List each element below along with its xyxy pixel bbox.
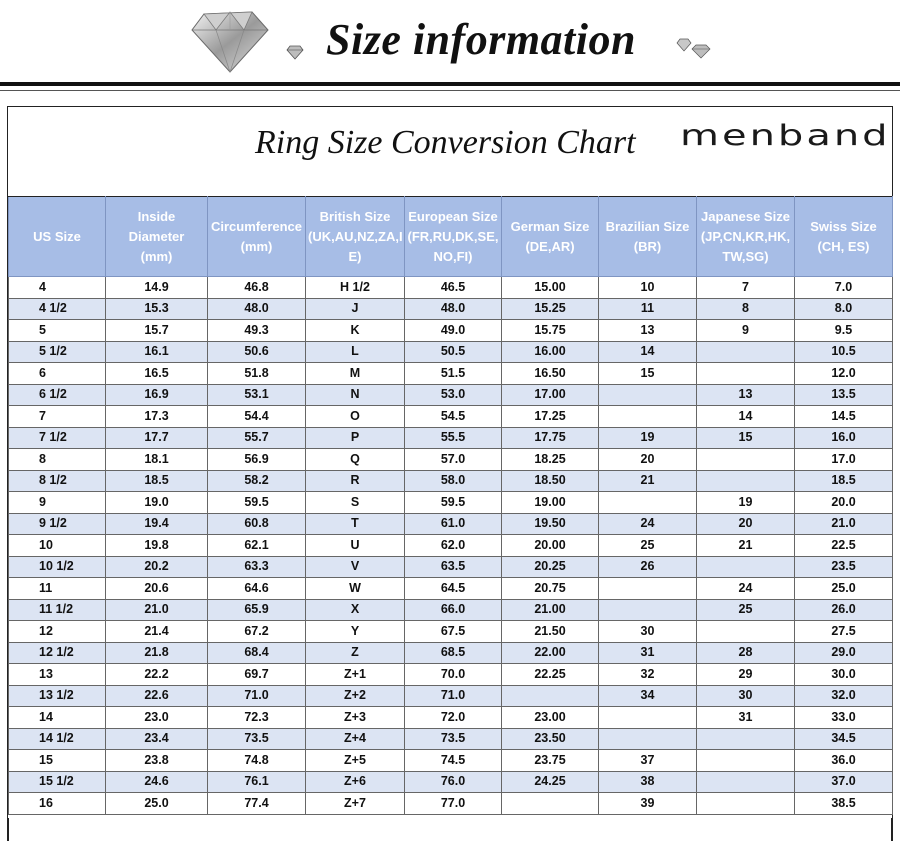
- table-cell: 15.25: [502, 298, 599, 320]
- table-cell: 23.50: [502, 728, 599, 750]
- table-cell: T: [306, 513, 405, 535]
- table-cell: 12: [9, 621, 106, 643]
- table-cell: 24.25: [502, 771, 599, 793]
- table-cell: 21.50: [502, 621, 599, 643]
- table-cell: 13: [599, 320, 697, 342]
- table-cell: [697, 793, 795, 815]
- table-cell: 51.8: [208, 363, 306, 385]
- table-cell: 8: [697, 298, 795, 320]
- table-cell: 24.6: [106, 771, 208, 793]
- table-cell: 5: [9, 320, 106, 342]
- table-cell: 54.4: [208, 406, 306, 428]
- table-cell: 9 1/2: [9, 513, 106, 535]
- table-cell: 51.5: [405, 363, 502, 385]
- table-cell: [697, 771, 795, 793]
- table-cell: 21.00: [502, 599, 599, 621]
- column-header: Brazilian Size (BR): [599, 197, 697, 277]
- column-header: Japanese Size (JP,CN,KR,HK, TW,SG): [697, 197, 795, 277]
- table-row: [9, 298, 893, 320]
- table-cell: 15.00: [502, 277, 599, 299]
- table-cell: 67.2: [208, 621, 306, 643]
- table-cell: 36.0: [795, 750, 893, 772]
- diamond-icon: [190, 8, 270, 74]
- table-cell: 16.50: [502, 363, 599, 385]
- table-cell: 9.5: [795, 320, 893, 342]
- diamond-small-icon: [286, 44, 304, 60]
- table-row: [9, 320, 893, 342]
- table-cell: 17.25: [502, 406, 599, 428]
- table-cell: 67.5: [405, 621, 502, 643]
- table-cell: 15: [697, 427, 795, 449]
- table-cell: U: [306, 535, 405, 557]
- banner: [0, 0, 900, 80]
- table-cell: 10 1/2: [9, 556, 106, 578]
- table-cell: 16.00: [502, 341, 599, 363]
- column-header: European Size (FR,RU,DK,SE, NO,FI): [405, 197, 502, 277]
- table-cell: 19.00: [502, 492, 599, 514]
- table-cell: 17.0: [795, 449, 893, 471]
- table-cell: 13: [697, 384, 795, 406]
- table-cell: 72.0: [405, 707, 502, 729]
- table-cell: [697, 363, 795, 385]
- table-row: [9, 642, 893, 664]
- table-cell: 18.1: [106, 449, 208, 471]
- table-cell: 16.0: [795, 427, 893, 449]
- table-cell: 48.0: [405, 298, 502, 320]
- table-cell: W: [306, 578, 405, 600]
- table-cell: Z+3: [306, 707, 405, 729]
- table-cell: V: [306, 556, 405, 578]
- table-cell: 31: [697, 707, 795, 729]
- table-cell: 62.1: [208, 535, 306, 557]
- table-cell: 7: [9, 406, 106, 428]
- table-cell: 65.9: [208, 599, 306, 621]
- table-cell: 18.25: [502, 449, 599, 471]
- table-cell: 23.75: [502, 750, 599, 772]
- table-cell: 21: [599, 470, 697, 492]
- table-cell: 8: [9, 449, 106, 471]
- table-cell: 11: [9, 578, 106, 600]
- table-cell: 22.00: [502, 642, 599, 664]
- column-header: US Size: [9, 197, 106, 277]
- table-cell: 24: [599, 513, 697, 535]
- table-cell: 15: [9, 750, 106, 772]
- table-cell: 15.75: [502, 320, 599, 342]
- table-cell: 17.3: [106, 406, 208, 428]
- table-cell: 10: [9, 535, 106, 557]
- table-cell: 4 1/2: [9, 298, 106, 320]
- table-cell: 8.0: [795, 298, 893, 320]
- table-cell: 6 1/2: [9, 384, 106, 406]
- table-cell: K: [306, 320, 405, 342]
- table-cell: 14: [599, 341, 697, 363]
- table-cell: 38.5: [795, 793, 893, 815]
- table-cell: 26.0: [795, 599, 893, 621]
- table-cell: 20.0: [795, 492, 893, 514]
- table-cell: Z+4: [306, 728, 405, 750]
- table-cell: 8 1/2: [9, 470, 106, 492]
- table-cell: [599, 599, 697, 621]
- table-cell: M: [306, 363, 405, 385]
- table-row: [9, 793, 893, 815]
- table-cell: P: [306, 427, 405, 449]
- table-cell: 37: [599, 750, 697, 772]
- table-cell: 58.2: [208, 470, 306, 492]
- table-cell: 18.50: [502, 470, 599, 492]
- table-cell: 70.0: [405, 664, 502, 686]
- table-cell: [502, 793, 599, 815]
- table-cell: 19: [697, 492, 795, 514]
- table-cell: 25: [599, 535, 697, 557]
- table-cell: J: [306, 298, 405, 320]
- table-cell: 19.50: [502, 513, 599, 535]
- table-row: [9, 664, 893, 686]
- table-cell: Z+6: [306, 771, 405, 793]
- table-cell: 21: [697, 535, 795, 557]
- table-cell: 28: [697, 642, 795, 664]
- table-cell: Z+2: [306, 685, 405, 707]
- table-cell: [697, 621, 795, 643]
- table-cell: 64.5: [405, 578, 502, 600]
- table-row: [9, 599, 893, 621]
- table-cell: 73.5: [405, 728, 502, 750]
- table-cell: [697, 728, 795, 750]
- table-cell: 9: [9, 492, 106, 514]
- table-cell: R: [306, 470, 405, 492]
- table-cell: 60.8: [208, 513, 306, 535]
- table-cell: 76.1: [208, 771, 306, 793]
- table-cell: 20.75: [502, 578, 599, 600]
- table-cell: 10: [599, 277, 697, 299]
- table-row: [9, 341, 893, 363]
- table-cell: 22.25: [502, 664, 599, 686]
- table-cell: 54.5: [405, 406, 502, 428]
- table-cell: 12 1/2: [9, 642, 106, 664]
- table-cell: 19.8: [106, 535, 208, 557]
- column-header: German Size (DE,AR): [502, 197, 599, 277]
- table-cell: 17.00: [502, 384, 599, 406]
- table-cell: 25.0: [106, 793, 208, 815]
- table-cell: 12.0: [795, 363, 893, 385]
- table-cell: 62.0: [405, 535, 502, 557]
- table-cell: 50.5: [405, 341, 502, 363]
- table-cell: 26: [599, 556, 697, 578]
- table-row: [9, 621, 893, 643]
- brand-logo: menband: [680, 120, 891, 153]
- table-cell: [697, 556, 795, 578]
- table-cell: 20: [697, 513, 795, 535]
- table-cell: 20.25: [502, 556, 599, 578]
- table-cell: 24: [697, 578, 795, 600]
- table-cell: 57.0: [405, 449, 502, 471]
- table-cell: 59.5: [208, 492, 306, 514]
- table-cell: 21.0: [106, 599, 208, 621]
- table-cell: 22.2: [106, 664, 208, 686]
- table-cell: 7.0: [795, 277, 893, 299]
- column-header: British Size (UK,AU,NZ,ZA,I E): [306, 197, 405, 277]
- table-cell: 19: [599, 427, 697, 449]
- table-cell: 18.5: [106, 470, 208, 492]
- table-cell: 13: [9, 664, 106, 686]
- table-cell: 10.5: [795, 341, 893, 363]
- table-cell: 25: [697, 599, 795, 621]
- table-row: [9, 750, 893, 772]
- table-cell: 55.7: [208, 427, 306, 449]
- table-cell: 71.0: [208, 685, 306, 707]
- column-header: Swiss Size (CH, ES): [795, 197, 893, 277]
- table-cell: Y: [306, 621, 405, 643]
- table-cell: [697, 449, 795, 471]
- table-cell: 15 1/2: [9, 771, 106, 793]
- table-cell: 23.0: [106, 707, 208, 729]
- table-cell: 13 1/2: [9, 685, 106, 707]
- table-cell: 77.4: [208, 793, 306, 815]
- table-cell: 17.75: [502, 427, 599, 449]
- table-cell: 68.4: [208, 642, 306, 664]
- table-cell: 55.5: [405, 427, 502, 449]
- table-cell: Z+5: [306, 750, 405, 772]
- table-cell: 23.4: [106, 728, 208, 750]
- table-cell: [599, 728, 697, 750]
- table-cell: 5 1/2: [9, 341, 106, 363]
- ring-size-table: [8, 196, 893, 815]
- table-cell: [599, 707, 697, 729]
- table-cell: 21.0: [795, 513, 893, 535]
- table-cell: 53.0: [405, 384, 502, 406]
- table-cell: 18.5: [795, 470, 893, 492]
- table-row: [9, 384, 893, 406]
- table-row: [9, 728, 893, 750]
- table-cell: 22.6: [106, 685, 208, 707]
- table-cell: X: [306, 599, 405, 621]
- table-cell: 34: [599, 685, 697, 707]
- table-cell: 4: [9, 277, 106, 299]
- table-cell: 22.5: [795, 535, 893, 557]
- table-cell: 23.00: [502, 707, 599, 729]
- table-row: [9, 685, 893, 707]
- column-header: Inside Diameter (mm): [106, 197, 208, 277]
- table-cell: 19.4: [106, 513, 208, 535]
- table-cell: 31: [599, 642, 697, 664]
- table-cell: 59.5: [405, 492, 502, 514]
- column-header: Circumference (mm): [208, 197, 306, 277]
- table-cell: 11 1/2: [9, 599, 106, 621]
- table-cell: 7 1/2: [9, 427, 106, 449]
- table-cell: 32.0: [795, 685, 893, 707]
- table-cell: 21.4: [106, 621, 208, 643]
- table-cell: 16.5: [106, 363, 208, 385]
- table-cell: [697, 750, 795, 772]
- table-cell: 11: [599, 298, 697, 320]
- table-row: [9, 277, 893, 299]
- table-cell: 50.6: [208, 341, 306, 363]
- table-row: [9, 578, 893, 600]
- table-cell: 23.8: [106, 750, 208, 772]
- table-cell: 63.3: [208, 556, 306, 578]
- table-cell: 20.00: [502, 535, 599, 557]
- table-cell: 16: [9, 793, 106, 815]
- table-cell: 63.5: [405, 556, 502, 578]
- table-cell: 39: [599, 793, 697, 815]
- table-cell: 30: [599, 621, 697, 643]
- table-cell: [502, 685, 599, 707]
- table-row: [9, 535, 893, 557]
- table-cell: 29: [697, 664, 795, 686]
- table-row: [9, 513, 893, 535]
- chart-frame-sides: [7, 818, 893, 841]
- table-cell: N: [306, 384, 405, 406]
- table-cell: 21.8: [106, 642, 208, 664]
- table-cell: 71.0: [405, 685, 502, 707]
- table-cell: 34.5: [795, 728, 893, 750]
- table-cell: Z+7: [306, 793, 405, 815]
- table-row: [9, 470, 893, 492]
- table-cell: 17.7: [106, 427, 208, 449]
- table-cell: 58.0: [405, 470, 502, 492]
- table-cell: H 1/2: [306, 277, 405, 299]
- table-cell: [599, 384, 697, 406]
- table-header-row: [9, 197, 893, 277]
- table-cell: O: [306, 406, 405, 428]
- table-row: [9, 556, 893, 578]
- table-cell: 15: [599, 363, 697, 385]
- table-cell: 30.0: [795, 664, 893, 686]
- table-cell: 66.0: [405, 599, 502, 621]
- table-cell: Z: [306, 642, 405, 664]
- table-cell: [599, 492, 697, 514]
- table-row: [9, 771, 893, 793]
- table-cell: 64.6: [208, 578, 306, 600]
- table-cell: 74.8: [208, 750, 306, 772]
- table-row: [9, 492, 893, 514]
- table-cell: L: [306, 341, 405, 363]
- table-cell: 7: [697, 277, 795, 299]
- divider: [0, 82, 900, 86]
- table-row: [9, 707, 893, 729]
- table-cell: 37.0: [795, 771, 893, 793]
- table-cell: 20: [599, 449, 697, 471]
- table-cell: 27.5: [795, 621, 893, 643]
- table-cell: 49.0: [405, 320, 502, 342]
- table-cell: 48.0: [208, 298, 306, 320]
- table-cell: Q: [306, 449, 405, 471]
- table-cell: 14: [697, 406, 795, 428]
- table-cell: 20.6: [106, 578, 208, 600]
- table-cell: 49.3: [208, 320, 306, 342]
- table-cell: 68.5: [405, 642, 502, 664]
- table-cell: 6: [9, 363, 106, 385]
- table-cell: 46.8: [208, 277, 306, 299]
- table-cell: 32: [599, 664, 697, 686]
- table-cell: 14.9: [106, 277, 208, 299]
- table-cell: 9: [697, 320, 795, 342]
- table-cell: 15.3: [106, 298, 208, 320]
- table-cell: 56.9: [208, 449, 306, 471]
- table-cell: S: [306, 492, 405, 514]
- table-cell: [697, 470, 795, 492]
- table-cell: 14.5: [795, 406, 893, 428]
- table-cell: [599, 578, 697, 600]
- table-cell: 38: [599, 771, 697, 793]
- table-cell: 76.0: [405, 771, 502, 793]
- table-cell: 30: [697, 685, 795, 707]
- table-cell: 14: [9, 707, 106, 729]
- table-cell: 29.0: [795, 642, 893, 664]
- table-row: [9, 406, 893, 428]
- table-cell: 33.0: [795, 707, 893, 729]
- table-cell: Z+1: [306, 664, 405, 686]
- table-cell: 25.0: [795, 578, 893, 600]
- table-cell: 46.5: [405, 277, 502, 299]
- table-cell: 72.3: [208, 707, 306, 729]
- table-cell: [599, 406, 697, 428]
- table-cell: 16.1: [106, 341, 208, 363]
- table-cell: [697, 341, 795, 363]
- table-cell: 16.9: [106, 384, 208, 406]
- chart-title: Ring Size Conversion Chart: [255, 124, 636, 161]
- table-cell: 13.5: [795, 384, 893, 406]
- table-cell: 73.5: [208, 728, 306, 750]
- table-cell: 20.2: [106, 556, 208, 578]
- table-cell: 19.0: [106, 492, 208, 514]
- table-row: [9, 449, 893, 471]
- table-cell: 77.0: [405, 793, 502, 815]
- table-cell: 14 1/2: [9, 728, 106, 750]
- table-cell: 74.5: [405, 750, 502, 772]
- table-cell: 53.1: [208, 384, 306, 406]
- table-cell: 69.7: [208, 664, 306, 686]
- table-cell: 23.5: [795, 556, 893, 578]
- table-row: [9, 363, 893, 385]
- table-cell: 15.7: [106, 320, 208, 342]
- banner-title: Size information: [326, 15, 636, 64]
- divider: [0, 90, 900, 91]
- table-cell: 61.0: [405, 513, 502, 535]
- table-row: [9, 427, 893, 449]
- diamond-small-icon: [676, 36, 712, 60]
